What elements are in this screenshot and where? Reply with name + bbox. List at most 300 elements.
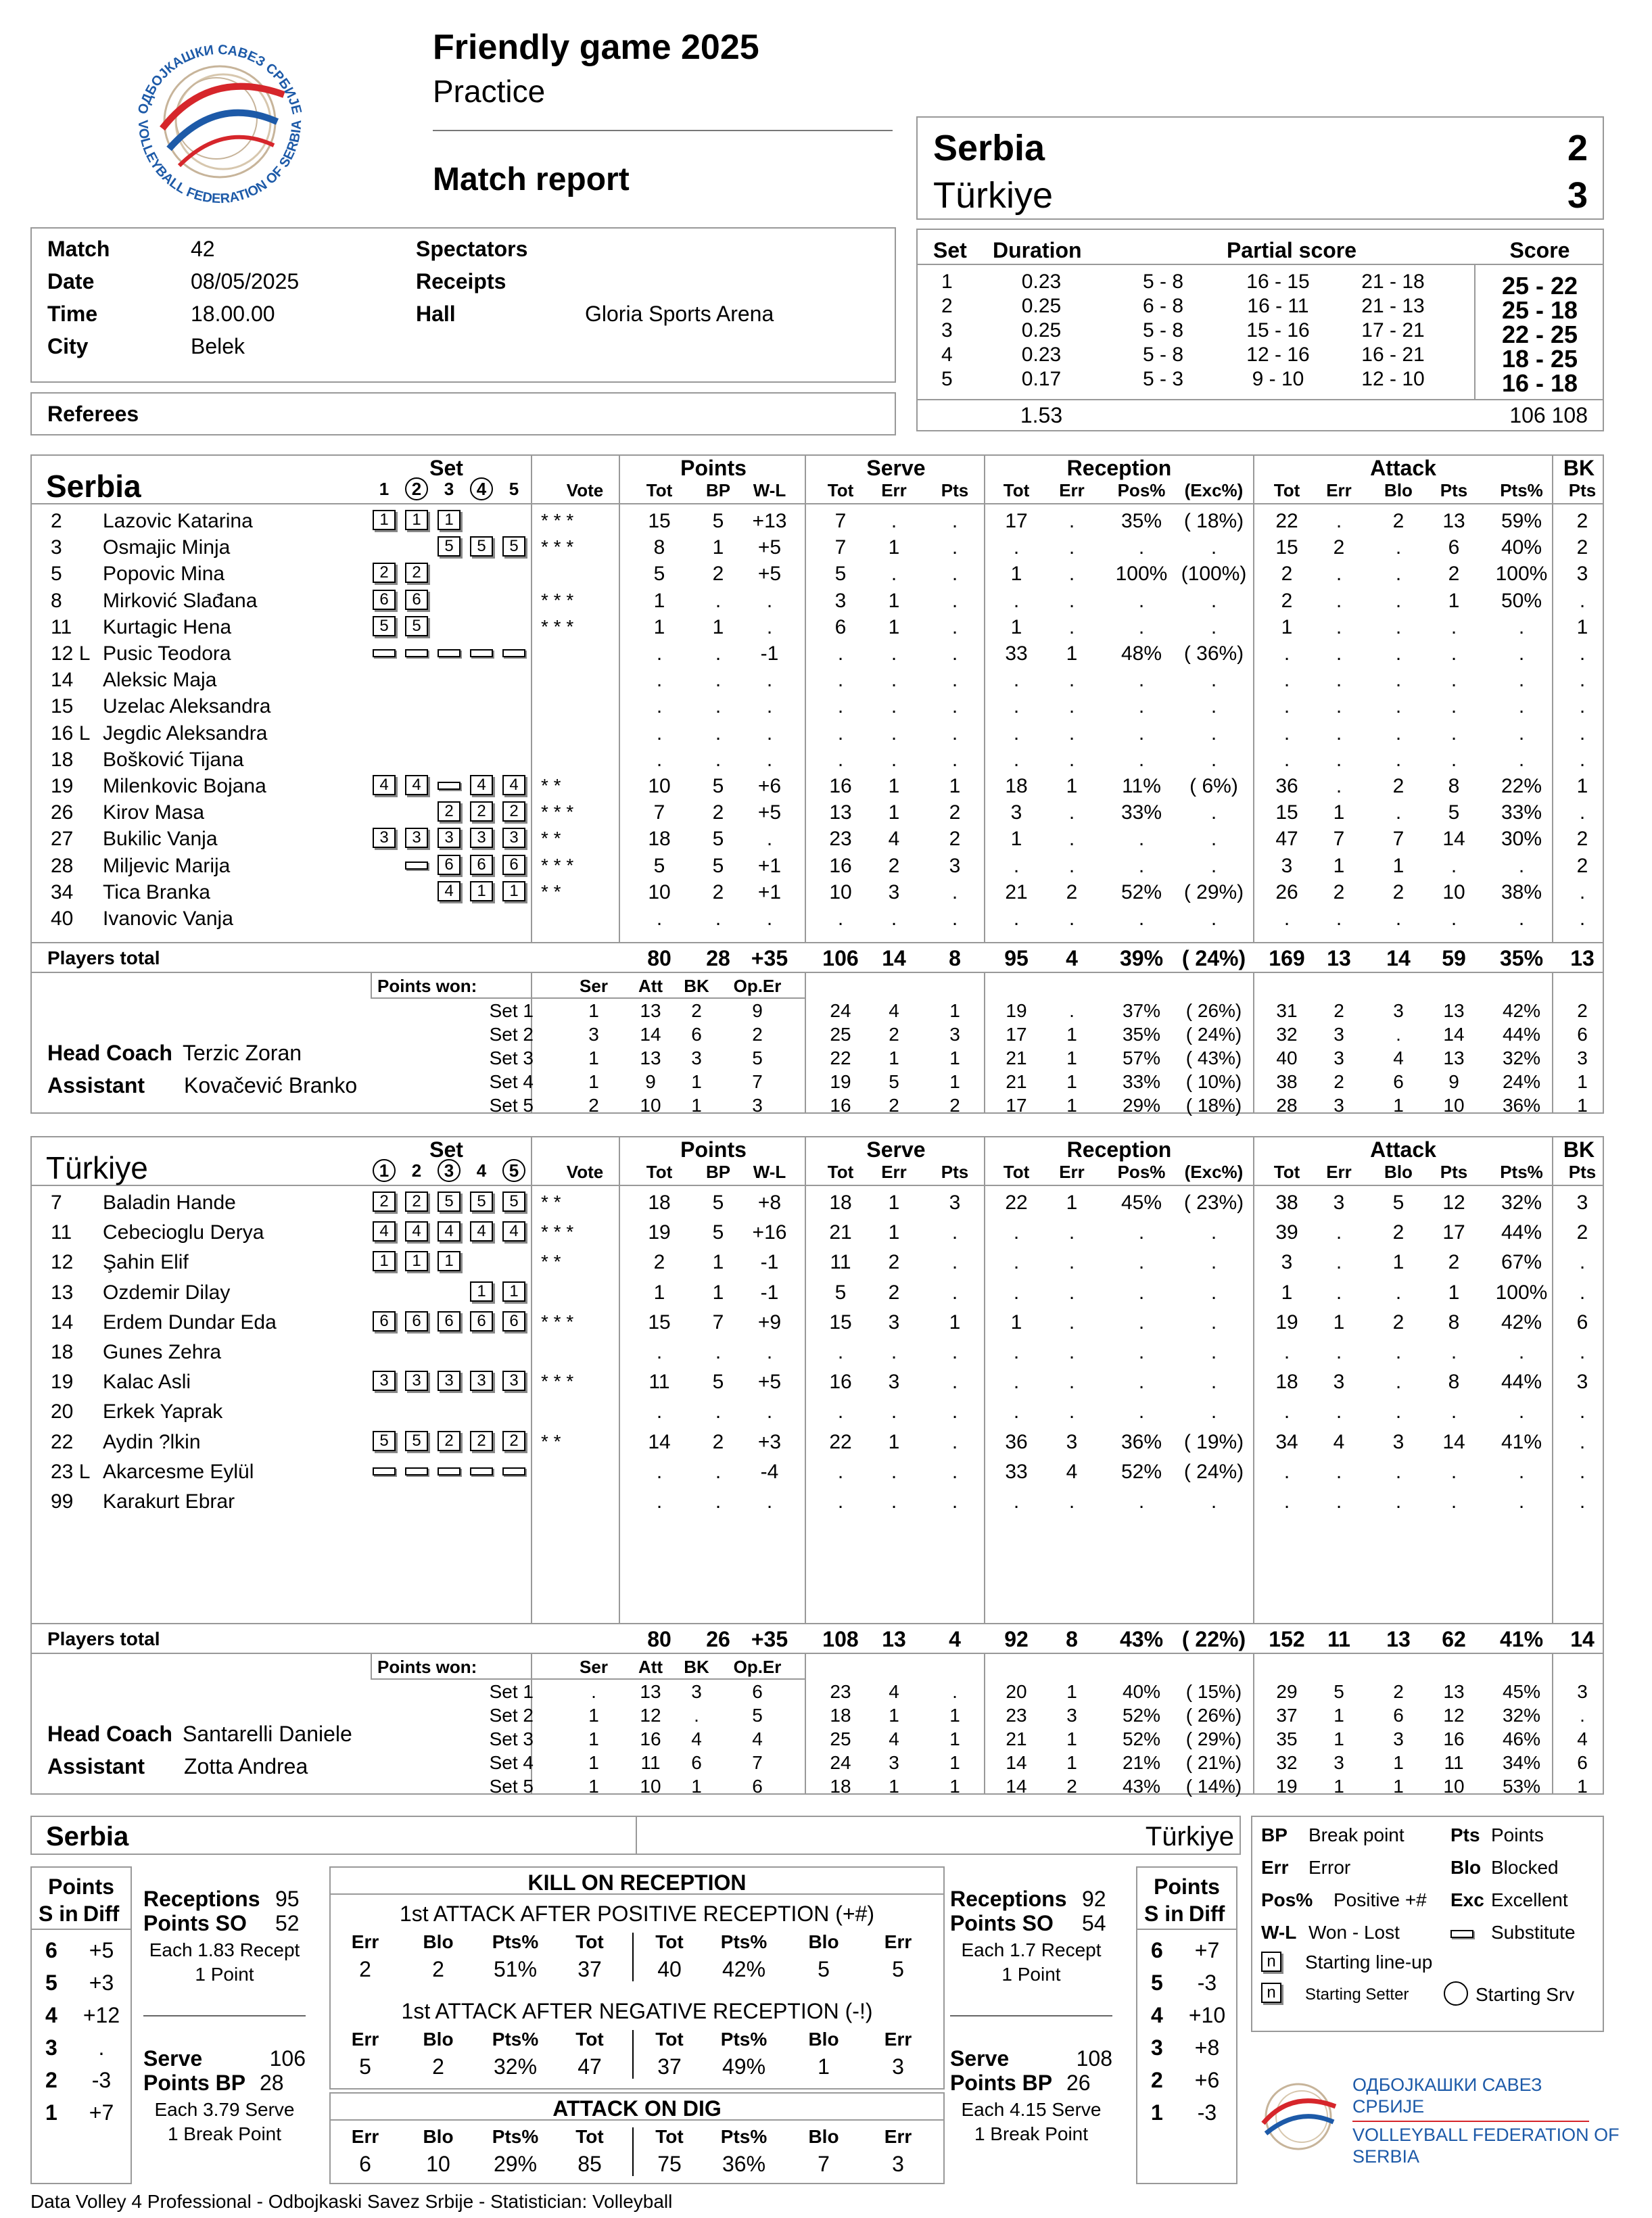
attack-apts: 5 bbox=[1448, 801, 1460, 824]
serve-serr: 1 bbox=[888, 536, 900, 559]
serve-serr: . bbox=[891, 510, 897, 532]
serve-serr: . bbox=[891, 907, 897, 930]
col-sub-pts: Pts bbox=[1440, 1162, 1468, 1182]
total-bk: 14 bbox=[1570, 1627, 1595, 1651]
reception-rpos: . bbox=[1138, 854, 1145, 877]
block-pts: . bbox=[1579, 1341, 1586, 1363]
referees-box bbox=[30, 392, 896, 435]
set-serve-spts: 1 bbox=[949, 1047, 960, 1068]
set-attack-aerr: 1 bbox=[1334, 1728, 1344, 1749]
block-pts: . bbox=[1579, 880, 1586, 903]
attack-atot: . bbox=[1283, 1341, 1290, 1363]
substitute-mark bbox=[470, 649, 493, 657]
points-so-value: 54 bbox=[1082, 1911, 1106, 1935]
won-3: 7 bbox=[752, 1752, 763, 1773]
serve-stot: 21 bbox=[829, 1221, 852, 1244]
rotation-diff: +12 bbox=[82, 2003, 120, 2027]
kill-value: 5 bbox=[892, 1957, 904, 1981]
bottom-team2: Türkiye bbox=[1145, 1822, 1234, 1851]
won-1: 10 bbox=[640, 1095, 661, 1116]
info-label: Receipts bbox=[416, 269, 506, 293]
block-pts: 3 bbox=[1576, 1371, 1588, 1394]
head-coach-name: Santarelli Daniele bbox=[183, 1722, 352, 1746]
info-label: Spectators bbox=[416, 237, 528, 261]
kill-col-header: Err bbox=[351, 2126, 379, 2147]
attack-aptsp: 38% bbox=[1501, 880, 1542, 903]
reception-rexc: . bbox=[1210, 722, 1217, 745]
set-reception-rtot: 20 bbox=[1006, 1681, 1027, 1702]
info-value: 42 bbox=[191, 237, 215, 261]
serve-serr: 3 bbox=[888, 880, 900, 903]
one-break-point: 1 Break Point bbox=[974, 2123, 1089, 2144]
attack-ablo: 1 bbox=[1392, 1251, 1405, 1274]
info-value: Belek bbox=[191, 334, 245, 358]
rotation-diff: +8 bbox=[1194, 2035, 1220, 2060]
substitute-mark bbox=[502, 649, 525, 657]
starting-position: 5 bbox=[502, 1191, 525, 1212]
set-bk: 2 bbox=[1577, 1000, 1588, 1021]
player-vote: * * bbox=[541, 1191, 561, 1212]
attack-aerr: . bbox=[1336, 1341, 1342, 1363]
attack-aptsp: 100% bbox=[1495, 1281, 1548, 1304]
set-attack-aptsp: 24% bbox=[1502, 1071, 1541, 1092]
block-pts: . bbox=[1579, 1400, 1586, 1423]
points-wl: . bbox=[766, 748, 773, 771]
reception-rtot: 1 bbox=[1010, 563, 1022, 586]
set-attack-aptsp: 53% bbox=[1502, 1776, 1541, 1797]
federation-logo bbox=[115, 20, 325, 216]
player-name: Bošković Tijana bbox=[103, 748, 244, 771]
points-tot: 18 bbox=[648, 828, 671, 851]
one-point: 1 Point bbox=[1001, 1964, 1061, 1985]
block-pts: 1 bbox=[1576, 615, 1588, 638]
set-attack-atot: 32 bbox=[1276, 1752, 1298, 1773]
legend-text: Blocked bbox=[1491, 1857, 1559, 1878]
attack-aerr: 3 bbox=[1333, 1371, 1345, 1394]
set-partial-3: 16 - 21 bbox=[1361, 344, 1425, 366]
kill-col-header: Err bbox=[884, 1931, 912, 1952]
points-bp: . bbox=[715, 748, 722, 771]
sets-total-duration: 1.53 bbox=[1020, 403, 1063, 427]
reception-rpos: . bbox=[1138, 1311, 1145, 1334]
attack-ablo: 1 bbox=[1392, 854, 1405, 877]
attack-aerr: . bbox=[1336, 1400, 1342, 1423]
set-reception-rerr: 1 bbox=[1066, 1095, 1077, 1116]
kill-col-header: Blo bbox=[808, 2029, 839, 2050]
set-partial-1: 5 - 8 bbox=[1142, 270, 1184, 293]
block-pts: . bbox=[1579, 1490, 1586, 1513]
serve-label: Serve bbox=[143, 2046, 203, 2071]
total-points-wl: +35 bbox=[751, 1627, 788, 1651]
won-1: 12 bbox=[640, 1705, 661, 1726]
points-tot: 7 bbox=[653, 801, 665, 824]
set-reception-rexc: ( 21%) bbox=[1185, 1752, 1242, 1773]
kill-value: 75 bbox=[657, 2152, 682, 2176]
player-name: Gunes Zehra bbox=[103, 1341, 222, 1363]
reception-rexc: . bbox=[1210, 907, 1217, 930]
reception-rexc: . bbox=[1210, 1400, 1217, 1423]
serve-serr: . bbox=[891, 1490, 897, 1513]
player-vote: * * * bbox=[541, 536, 574, 558]
starting-position: 3 bbox=[502, 1371, 525, 1391]
total-attack-aptsp: 35% bbox=[1499, 946, 1544, 970]
points-bp: 5 bbox=[712, 828, 724, 851]
player-number: 18 bbox=[51, 748, 74, 771]
rotation-diff: -3 bbox=[1197, 2100, 1217, 2125]
sets-h-duration: Duration bbox=[993, 238, 1082, 262]
serve-spts: . bbox=[951, 880, 958, 903]
total-points-bp: 26 bbox=[706, 1627, 730, 1651]
reception-rexc: ( 6%) bbox=[1189, 775, 1238, 797]
reception-rerr: . bbox=[1068, 1400, 1075, 1423]
reception-rtot: . bbox=[1013, 907, 1020, 930]
attack-apts: 8 bbox=[1448, 1311, 1460, 1334]
player-number: 23 L bbox=[51, 1460, 91, 1483]
won-2: 2 bbox=[691, 1000, 702, 1021]
set-attack-ablo: 1 bbox=[1393, 1095, 1404, 1116]
legend-key: Err bbox=[1261, 1857, 1289, 1878]
attack-atot: . bbox=[1283, 1490, 1290, 1513]
points-wl: . bbox=[766, 1400, 773, 1423]
points-wl: . bbox=[766, 695, 773, 718]
won-0: 1 bbox=[588, 1000, 599, 1021]
player-vote: * * bbox=[541, 1430, 561, 1452]
block-pts: . bbox=[1579, 589, 1586, 612]
reception-rexc: . bbox=[1210, 801, 1217, 824]
kill-col-header: Pts% bbox=[720, 2126, 768, 2147]
head-coach-label: Head Coach bbox=[47, 1041, 172, 1065]
block-pts: 3 bbox=[1576, 563, 1588, 586]
attack-aptsp: 22% bbox=[1501, 775, 1542, 797]
serve-spts: . bbox=[951, 1341, 958, 1363]
won-0: 1 bbox=[588, 1047, 599, 1068]
serve-serr: . bbox=[891, 1460, 897, 1483]
total-attack-aerr: 11 bbox=[1327, 1627, 1350, 1651]
attack-ablo: . bbox=[1395, 669, 1402, 692]
points-tot: 19 bbox=[648, 1221, 671, 1244]
block-pts: 3 bbox=[1576, 1191, 1588, 1214]
col-sub-err: Err bbox=[881, 480, 907, 500]
player-vote: * * * bbox=[541, 1311, 574, 1332]
points-wl: +13 bbox=[752, 510, 787, 532]
legend-key: Pts bbox=[1450, 1824, 1480, 1845]
set-score: 16 - 18 bbox=[1501, 369, 1578, 397]
dig-title: ATTACK ON DIG bbox=[552, 2096, 722, 2121]
serve-spts: . bbox=[951, 748, 958, 771]
reception-rtot: . bbox=[1013, 748, 1020, 771]
total-attack-atot: 169 bbox=[1269, 946, 1305, 970]
page-title: Friendly game 2025 bbox=[433, 28, 759, 67]
assistant-label: Assistant bbox=[47, 1073, 145, 1098]
points-tot: 5 bbox=[653, 563, 665, 586]
rotation-diff-label: Diff bbox=[1189, 1902, 1225, 1926]
attack-ablo: . bbox=[1395, 1400, 1402, 1423]
block-pts: 6 bbox=[1576, 1311, 1588, 1334]
team-name: Serbia bbox=[46, 469, 141, 504]
player-number: 27 bbox=[51, 828, 74, 851]
kill-value: 37 bbox=[657, 2054, 682, 2079]
player-vote: * * * bbox=[541, 1371, 574, 1392]
attack-atot: 38 bbox=[1275, 1191, 1298, 1214]
set-row-label: Set 3 bbox=[489, 1047, 534, 1068]
points-wl: +6 bbox=[757, 775, 782, 797]
reception-rpos: . bbox=[1138, 1371, 1145, 1394]
player-vote: * * * bbox=[541, 854, 574, 876]
serve-spts: . bbox=[951, 563, 958, 586]
rule bbox=[632, 2030, 634, 2079]
logo-bottom-text: VOLLEYBALL FEDERATION OF SERBIA bbox=[135, 119, 305, 207]
attack-aptsp: 59% bbox=[1501, 510, 1542, 532]
reception-rerr: 1 bbox=[1066, 642, 1078, 665]
reception-rpos: . bbox=[1138, 1341, 1145, 1363]
won-2: 4 bbox=[691, 1728, 702, 1749]
rule bbox=[950, 2015, 1112, 2016]
serve-serr: . bbox=[891, 642, 897, 665]
serve-spts: . bbox=[951, 1460, 958, 1483]
set-partial-2: 16 - 15 bbox=[1246, 270, 1310, 293]
col-sub-tot: Tot bbox=[1273, 1162, 1300, 1182]
serve-spts: . bbox=[951, 722, 958, 745]
player-name: Tica Branka bbox=[103, 880, 210, 903]
kill-value: 49% bbox=[722, 2054, 766, 2079]
attack-ablo: . bbox=[1395, 748, 1402, 771]
player-name: Baladin Hande bbox=[103, 1191, 236, 1214]
reception-rerr: . bbox=[1068, 828, 1075, 851]
set-serve-stot: 25 bbox=[830, 1024, 851, 1045]
starting-position: 6 bbox=[405, 1311, 428, 1331]
each-serve: Each 4.15 Serve bbox=[961, 2099, 1102, 2120]
set-attack-apts: 10 bbox=[1443, 1095, 1465, 1116]
set-attack-atot: 29 bbox=[1276, 1681, 1298, 1702]
points-tot: . bbox=[656, 1490, 663, 1513]
total-serve-spts: 4 bbox=[949, 1627, 961, 1651]
player-number: 22 bbox=[51, 1430, 74, 1453]
serve-serr: . bbox=[891, 563, 897, 586]
points-tot: . bbox=[656, 907, 663, 930]
reception-rexc: . bbox=[1210, 1490, 1217, 1513]
attack-aptsp: 67% bbox=[1501, 1251, 1542, 1274]
set-reception-rexc: ( 24%) bbox=[1185, 1024, 1242, 1045]
player-vote: * * bbox=[541, 880, 561, 902]
starting-position: 2 bbox=[373, 1191, 396, 1212]
set-attack-atot: 19 bbox=[1276, 1776, 1298, 1797]
starting-position: 4 bbox=[438, 1221, 461, 1242]
set-duration: 0.23 bbox=[1021, 344, 1062, 366]
reception-rtot: . bbox=[1013, 1221, 1020, 1244]
set-score: 25 - 22 bbox=[1501, 272, 1578, 300]
player-vote: * * bbox=[541, 828, 561, 849]
reception-rtot: 33 bbox=[1005, 1460, 1028, 1483]
col-sub-tot: Tot bbox=[1003, 1162, 1030, 1182]
rotation-number: 6 bbox=[1151, 1938, 1163, 1962]
set-attack-apts: 11 bbox=[1444, 1752, 1464, 1773]
reception-rerr: . bbox=[1068, 907, 1075, 930]
won-3: 4 bbox=[752, 1728, 763, 1749]
col-sub-wl: W-L bbox=[753, 1162, 786, 1182]
attack-apts: 12 bbox=[1442, 1191, 1465, 1214]
player-name: Akarcesme Eylül bbox=[103, 1460, 254, 1483]
serve-spts: . bbox=[951, 1430, 958, 1453]
set-score: 25 - 18 bbox=[1501, 296, 1578, 324]
set-attack-aerr: 3 bbox=[1334, 1095, 1344, 1116]
kill-title: KILL ON RECEPTION bbox=[527, 1870, 747, 1895]
col-sub-pts: Pts bbox=[941, 480, 969, 500]
set-serve-serr: 2 bbox=[889, 1095, 899, 1116]
player-name: Aydin ?lkin bbox=[103, 1430, 201, 1453]
serve-stot: 11 bbox=[830, 1251, 851, 1274]
kill-value: 3 bbox=[892, 2054, 904, 2079]
players-total-label: Players total bbox=[47, 947, 160, 968]
starting-position: 5 bbox=[405, 616, 428, 636]
set-attack-aptsp: 42% bbox=[1502, 1000, 1541, 1021]
points-tot: 5 bbox=[653, 854, 665, 877]
rule bbox=[30, 503, 1604, 504]
starting-position: 1 bbox=[373, 1251, 396, 1271]
attack-aptsp: 40% bbox=[1501, 536, 1542, 559]
attack-aerr: . bbox=[1336, 907, 1342, 930]
col-sub-err: Err bbox=[881, 1162, 907, 1182]
reception-rexc: . bbox=[1210, 615, 1217, 638]
points-tot: 2 bbox=[653, 1251, 665, 1274]
serve-value: 108 bbox=[1076, 2046, 1112, 2071]
col-sub-tot: Tot bbox=[827, 480, 854, 500]
rotation-sin-label: S in bbox=[1144, 1902, 1184, 1926]
set-attack-aptsp: 32% bbox=[1502, 1047, 1541, 1068]
reception-rexc: . bbox=[1210, 854, 1217, 877]
set-partial-2: 12 - 16 bbox=[1246, 344, 1310, 366]
set-reception-rtot: 14 bbox=[1006, 1776, 1027, 1797]
attack-apts: . bbox=[1450, 1490, 1457, 1513]
set-reception-rexc: ( 29%) bbox=[1185, 1728, 1242, 1749]
set-partial-3: 21 - 13 bbox=[1361, 295, 1425, 317]
set-row-label: Set 1 bbox=[489, 1000, 534, 1021]
points-wl: -1 bbox=[760, 1281, 779, 1304]
reception-rtot: 21 bbox=[1005, 880, 1028, 903]
won-h-ser: Ser bbox=[580, 1657, 608, 1677]
legend-key: Exc bbox=[1450, 1889, 1484, 1910]
legend-text: Starting Srv bbox=[1476, 1984, 1575, 2005]
each-serve: Each 3.79 Serve bbox=[154, 2099, 295, 2120]
points-bp: . bbox=[715, 589, 722, 612]
kill-value: 2 bbox=[432, 2054, 444, 2079]
set-attack-atot: 37 bbox=[1276, 1705, 1298, 1726]
col-points: Points bbox=[680, 456, 747, 480]
points-wl: +5 bbox=[757, 536, 782, 559]
col-sub-pts: Pts bbox=[1568, 1162, 1597, 1182]
kill-col-header: Pts% bbox=[720, 1931, 768, 1952]
attack-aerr: . bbox=[1336, 563, 1342, 586]
rule bbox=[636, 1816, 637, 1855]
set-reception-rpos: 52% bbox=[1122, 1705, 1161, 1726]
set-bk: 6 bbox=[1577, 1752, 1588, 1773]
set-attack-atot: 32 bbox=[1276, 1024, 1298, 1045]
reception-rpos: . bbox=[1138, 536, 1145, 559]
points-bp: . bbox=[715, 722, 722, 745]
serve-stot: . bbox=[837, 695, 844, 718]
starting-position: 1 bbox=[502, 1281, 525, 1302]
kill-value: 5 bbox=[818, 1957, 830, 1981]
col-points: Points bbox=[680, 1137, 747, 1162]
player-number: 19 bbox=[51, 775, 74, 797]
set-score: 18 - 25 bbox=[1501, 345, 1578, 373]
col-set-num: 2 bbox=[411, 1160, 422, 1181]
set-serve-stot: 24 bbox=[830, 1752, 851, 1773]
set-attack-aerr: 1 bbox=[1334, 1776, 1344, 1797]
set-attack-aerr: 2 bbox=[1334, 1071, 1344, 1092]
attack-atot: . bbox=[1283, 748, 1290, 771]
serve-serr: 1 bbox=[888, 775, 900, 797]
set-attack-apts: 14 bbox=[1443, 1024, 1465, 1045]
serve-stot: 16 bbox=[829, 775, 852, 797]
footer-logo-line4: SERBIA bbox=[1352, 2146, 1420, 2167]
kill-value: 7 bbox=[818, 2152, 830, 2176]
block-pts: . bbox=[1579, 1460, 1586, 1483]
starting-position: 6 bbox=[373, 1311, 396, 1331]
attack-aptsp: . bbox=[1518, 695, 1525, 718]
starting-position: 1 bbox=[405, 510, 428, 530]
attack-aerr: . bbox=[1336, 775, 1342, 797]
attack-ablo: . bbox=[1395, 1490, 1402, 1513]
points-bp-value: 26 bbox=[1066, 2071, 1091, 2095]
set-attack-apts: 16 bbox=[1443, 1728, 1465, 1749]
serve-stot: 13 bbox=[829, 801, 852, 824]
won-1: 16 bbox=[640, 1728, 661, 1749]
set-attack-apts: 10 bbox=[1443, 1776, 1465, 1797]
set-attack-aptsp: 46% bbox=[1502, 1728, 1541, 1749]
attack-aptsp: . bbox=[1518, 1490, 1525, 1513]
rotation-number: 6 bbox=[45, 1938, 57, 1962]
kill-col-header: Blo bbox=[808, 2126, 839, 2147]
serve-spts: . bbox=[951, 669, 958, 692]
serve-stot: . bbox=[837, 642, 844, 665]
player-vote: * * * bbox=[541, 1221, 574, 1243]
won-1: 11 bbox=[640, 1752, 661, 1773]
attack-aerr: . bbox=[1336, 642, 1342, 665]
points-bp: 5 bbox=[712, 854, 724, 877]
attack-ablo: . bbox=[1395, 589, 1402, 612]
set-duration: 0.25 bbox=[1021, 295, 1062, 317]
points-wl: . bbox=[766, 1490, 773, 1513]
player-vote: * * * bbox=[541, 801, 574, 823]
attack-apts: 17 bbox=[1442, 1221, 1465, 1244]
substitute-mark bbox=[438, 782, 461, 790]
set-reception-rerr: 1 bbox=[1066, 1752, 1077, 1773]
rule bbox=[371, 1653, 805, 1654]
set-attack-aerr: 3 bbox=[1334, 1047, 1344, 1068]
col-sub-bp: BP bbox=[705, 480, 731, 500]
starting-position: 3 bbox=[502, 828, 525, 848]
set-attack-ablo: 2 bbox=[1393, 1681, 1404, 1702]
set-reception-rexc: ( 15%) bbox=[1185, 1681, 1242, 1702]
points-tot: . bbox=[656, 695, 663, 718]
set-serve-serr: 3 bbox=[889, 1752, 899, 1773]
one-point: 1 Point bbox=[195, 1964, 254, 1985]
set-duration: 0.25 bbox=[1021, 319, 1062, 341]
attack-ablo: 2 bbox=[1392, 1311, 1405, 1334]
points-tot: 11 bbox=[648, 1371, 670, 1394]
player-number: 16 L bbox=[51, 722, 91, 745]
player-name: Kurtagic Hena bbox=[103, 615, 232, 638]
player-name: Karakurt Ebrar bbox=[103, 1490, 235, 1513]
set-serve-serr: 4 bbox=[889, 1681, 899, 1702]
one-break-point: 1 Break Point bbox=[167, 2123, 282, 2144]
reception-rtot: . bbox=[1013, 669, 1020, 692]
col-sub-err: Err bbox=[1326, 1162, 1352, 1182]
set-partial-1: 5 - 8 bbox=[1142, 319, 1184, 341]
set-attack-atot: 35 bbox=[1276, 1728, 1298, 1749]
col-set-num: 1 bbox=[373, 1159, 396, 1182]
attack-aptsp: . bbox=[1518, 1341, 1525, 1363]
